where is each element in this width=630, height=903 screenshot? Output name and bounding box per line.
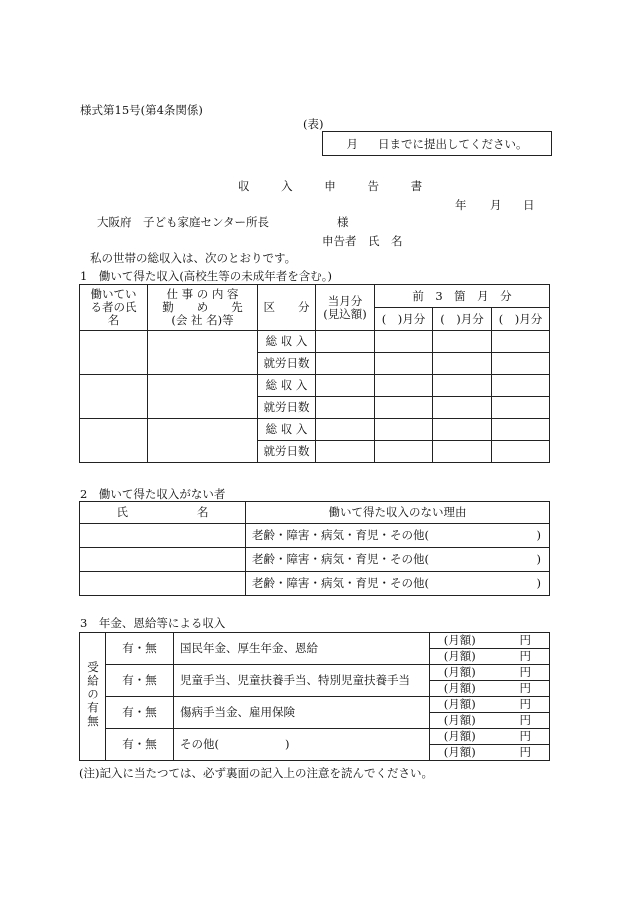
value-cell[interactable] — [375, 331, 433, 353]
yes-no-choice[interactable]: 有・無 — [106, 633, 174, 665]
col-previous-3-months: 前 3 箇 月 分 — [375, 285, 550, 308]
monthly-label: (月額) — [430, 713, 490, 729]
col-job-line2: 勤 め 先 — [162, 300, 243, 314]
deadline-text: 日までに提出してください。 — [378, 136, 528, 151]
col-job-description — [148, 285, 258, 331]
reason-options: 老齢・障害・病気・育児・その他( — [252, 576, 429, 590]
monthly-label: (月額) — [430, 665, 490, 681]
yen-unit[interactable]: 円 — [490, 665, 550, 681]
value-cell[interactable] — [375, 353, 433, 375]
col-no-income-reason: 働いて得た収入のない理由 — [246, 502, 550, 524]
name-cell[interactable] — [80, 572, 246, 596]
value-cell[interactable] — [316, 397, 375, 419]
value-cell[interactable] — [492, 331, 550, 353]
value-cell[interactable] — [492, 419, 550, 441]
row-label-working-days: 就労日数 — [258, 441, 316, 463]
value-cell[interactable] — [316, 375, 375, 397]
form-title: 収 入 申 告 書 — [238, 179, 437, 193]
col-worker-name: 働いている者の氏名 — [80, 285, 148, 331]
deadline-month: 月 — [346, 136, 358, 151]
reason-cell[interactable] — [246, 572, 550, 596]
worker-name-cell[interactable] — [80, 375, 148, 419]
value-cell[interactable] — [375, 441, 433, 463]
value-cell[interactable] — [492, 397, 550, 419]
reason-cell[interactable] — [246, 524, 550, 548]
yen-unit[interactable]: 円 — [490, 681, 550, 697]
yen-unit[interactable]: 円 — [490, 649, 550, 665]
worker-name-cell[interactable] — [80, 419, 148, 463]
monthly-label: (月額) — [430, 745, 490, 761]
yen-unit[interactable]: 円 — [490, 745, 550, 761]
section1-heading: 1 働いて得た収入(高校生等の未成年者を含む。) — [80, 269, 333, 283]
reason-close: ) — [536, 528, 541, 542]
row-label-total-income: 総 収 入 — [258, 331, 316, 353]
value-cell[interactable] — [433, 331, 492, 353]
pension-table — [79, 632, 550, 761]
value-cell[interactable] — [316, 331, 375, 353]
value-cell[interactable] — [492, 375, 550, 397]
yes-no-choice[interactable]: 有・無 — [106, 697, 174, 729]
yes-no-choice[interactable]: 有・無 — [106, 729, 174, 761]
pension-item: 傷病手当金、雇用保険 — [174, 697, 430, 729]
form-number: 様式第15号(第4条関係) — [80, 103, 203, 117]
date-year: 年 — [455, 198, 467, 212]
addressee-honorific: 様 — [337, 215, 349, 229]
worker-name-cell[interactable] — [80, 331, 148, 375]
month-col-1: ( )月分 — [375, 308, 433, 331]
receipt-status-label: 受給の有無 — [80, 633, 106, 761]
section2-heading: 2 働いて得た収入がない者 — [80, 487, 226, 501]
monthly-label: (月額) — [430, 697, 490, 713]
pension-item: 国民年金、厚生年金、恩給 — [174, 633, 430, 665]
value-cell[interactable] — [433, 353, 492, 375]
value-cell[interactable] — [375, 375, 433, 397]
yes-no-choice[interactable]: 有・無 — [106, 665, 174, 697]
reason-close: ) — [536, 552, 541, 566]
col-current-line1: 当月分 — [327, 293, 363, 308]
no-income-table — [79, 501, 550, 596]
yen-unit[interactable]: 円 — [490, 713, 550, 729]
value-cell[interactable] — [375, 419, 433, 441]
value-cell[interactable] — [316, 353, 375, 375]
value-cell[interactable] — [316, 441, 375, 463]
value-cell[interactable] — [433, 419, 492, 441]
row-label-working-days: 就労日数 — [258, 353, 316, 375]
col-name: 氏 名 — [80, 502, 246, 524]
monthly-label: (月額) — [430, 729, 490, 745]
footnote: (注)記入に当たつては、必ず裏面の記入上の注意を読んでください。 — [79, 766, 433, 780]
col-current-line2: (見込額) — [323, 306, 367, 321]
col-current-month — [316, 285, 375, 331]
addressee-name: 大阪府 子ども家庭センター所長 — [97, 215, 270, 229]
col-job-line3: (会 社 名)等 — [171, 313, 234, 327]
value-cell[interactable] — [433, 441, 492, 463]
name-cell[interactable] — [80, 548, 246, 572]
value-cell[interactable] — [492, 441, 550, 463]
reason-cell[interactable] — [246, 548, 550, 572]
name-cell[interactable] — [80, 524, 246, 548]
pension-item: 児童手当、児童扶養手当、特別児童扶養手当 — [174, 665, 430, 697]
col-category: 区 分 — [258, 285, 316, 331]
value-cell[interactable] — [375, 397, 433, 419]
intro-text: 私の世帯の総収入は、次のとおりです。 — [90, 251, 297, 265]
earned-income-table — [79, 284, 550, 463]
col-job-line1: 仕 事 の 内 容 — [166, 287, 239, 301]
month-col-3: ( )月分 — [492, 308, 550, 331]
section3-heading: 3 年金、恩給等による収入 — [80, 616, 226, 630]
job-cell[interactable] — [148, 419, 258, 463]
reason-close: ) — [536, 576, 541, 590]
date-day: 日 — [523, 198, 535, 212]
value-cell[interactable] — [433, 397, 492, 419]
deadline-box — [322, 131, 552, 156]
reason-options: 老齢・障害・病気・育児・その他( — [252, 552, 429, 566]
other-close: ) — [285, 737, 290, 751]
pension-item-other[interactable] — [174, 729, 430, 761]
monthly-label: (月額) — [430, 649, 490, 665]
value-cell[interactable] — [316, 419, 375, 441]
row-label-total-income: 総 収 入 — [258, 375, 316, 397]
job-cell[interactable] — [148, 375, 258, 419]
yen-unit[interactable]: 円 — [490, 697, 550, 713]
reason-options: 老齢・障害・病気・育児・その他( — [252, 528, 429, 542]
yen-unit[interactable]: 円 — [490, 633, 550, 649]
declarant-label: 申告者 氏 名 — [322, 234, 403, 248]
value-cell[interactable] — [433, 375, 492, 397]
month-col-2: ( )月分 — [433, 308, 492, 331]
monthly-label: (月額) — [430, 681, 490, 697]
form-side-label: (表) — [303, 117, 324, 131]
yen-unit[interactable]: 円 — [490, 729, 550, 745]
monthly-label: (月額) — [430, 633, 490, 649]
row-label-working-days: 就労日数 — [258, 397, 316, 419]
other-label: その他( — [180, 737, 219, 751]
value-cell[interactable] — [492, 353, 550, 375]
date-month: 月 — [490, 198, 502, 212]
job-cell[interactable] — [148, 331, 258, 375]
row-label-total-income: 総 収 入 — [258, 419, 316, 441]
